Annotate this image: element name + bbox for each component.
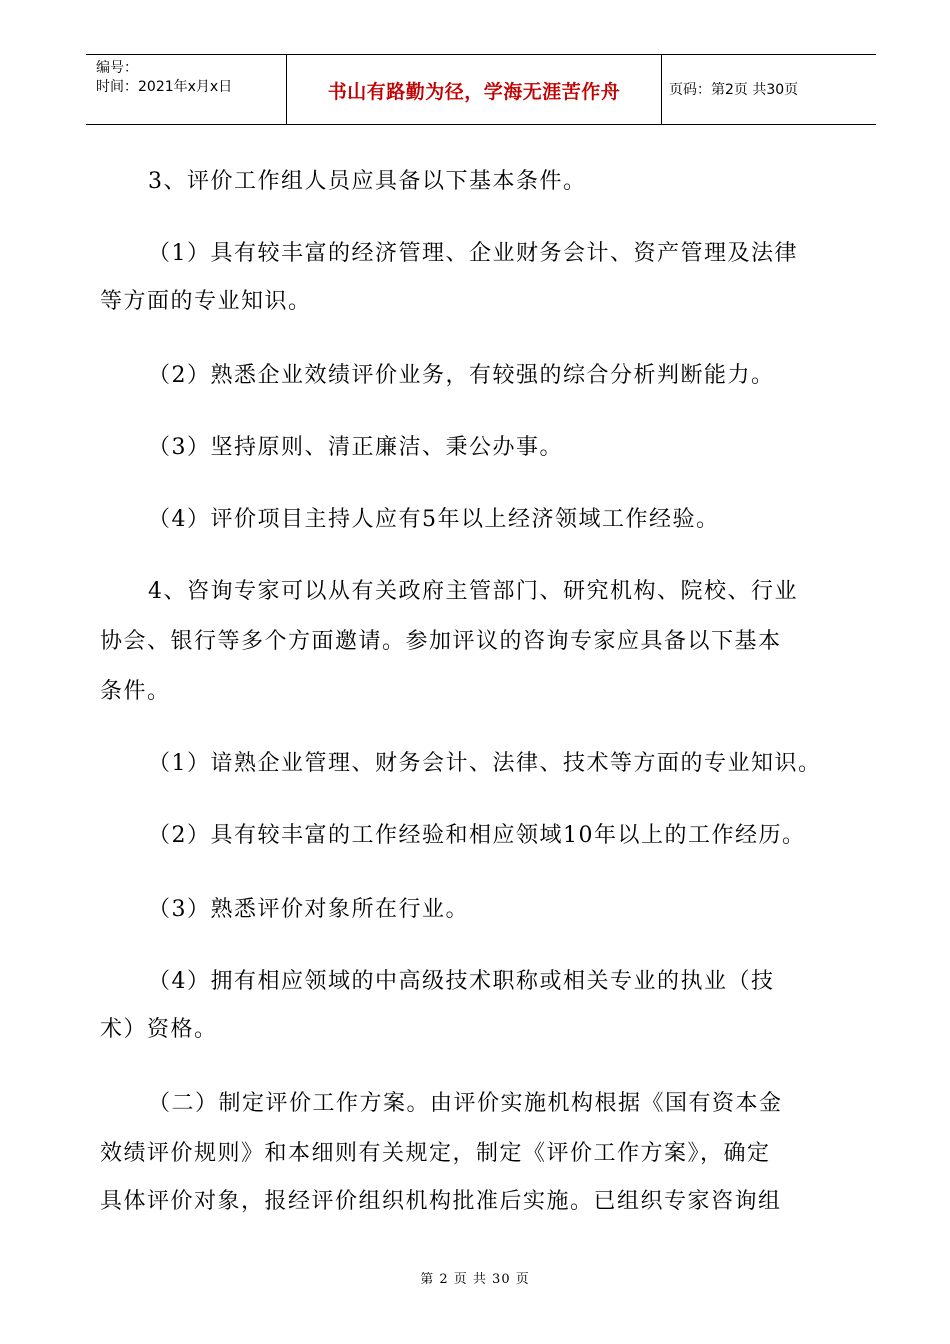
body-line: （3）熟悉评价对象所在行业。	[148, 897, 469, 922]
body-line: 4、咨询专家可以从有关政府主管部门、研究机构、院校、行业	[148, 579, 798, 604]
header-divider	[661, 55, 662, 124]
header-motto: 书山有路勤为径，学海无涯苦作舟	[327, 81, 621, 103]
body-line: 协会、银行等多个方面邀请。参加评议的咨询专家应具备以下基本	[100, 629, 782, 654]
header-page-info: 页码：第2页 共30页	[669, 82, 799, 98]
body-line: （3）坚持原则、清正廉洁、秉公办事。	[148, 435, 563, 460]
page-footer: 第 2 页 共 30 页	[420, 1272, 530, 1287]
body-line: 等方面的专业知识。	[100, 289, 312, 314]
body-line: （1）具有较丰富的经济管理、企业财务会计、资产管理及法律	[148, 241, 798, 266]
body-line: （二）制定评价工作方案。由评价实施机构根据《国有资本金	[148, 1091, 783, 1116]
body-line: 3、评价工作组人员应具备以下基本条件。	[148, 169, 587, 194]
body-line: 条件。	[100, 679, 171, 704]
page-header	[86, 54, 876, 125]
header-meta	[96, 59, 232, 97]
body-line: （2）具有较丰富的工作经验和相应领域10年以上的工作经历。	[148, 823, 806, 848]
document-time-label: 时间：2021年x月x日	[96, 79, 233, 95]
header-divider	[286, 55, 287, 124]
body-line: （2）熟悉企业效绩评价业务，有较强的综合分析判断能力。	[148, 363, 775, 388]
body-line: （4）拥有相应领域的中高级技术职称或相关专业的执业（技	[148, 969, 775, 994]
body-line: 术）资格。	[100, 1017, 218, 1042]
document-number-label: 编号：	[96, 60, 138, 76]
body-line: 具体评价对象，报经评价组织机构批准后实施。已组织专家咨询组	[100, 1189, 782, 1214]
body-line: （1）谙熟企业管理、财务会计、法律、技术等方面的专业知识。	[148, 751, 822, 776]
body-line: 效绩评价规则》和本细则有关规定，制定《评价工作方案》，确定	[100, 1141, 771, 1166]
body-line: （4）评价项目主持人应有5年以上经济领域工作经验。	[148, 507, 720, 532]
